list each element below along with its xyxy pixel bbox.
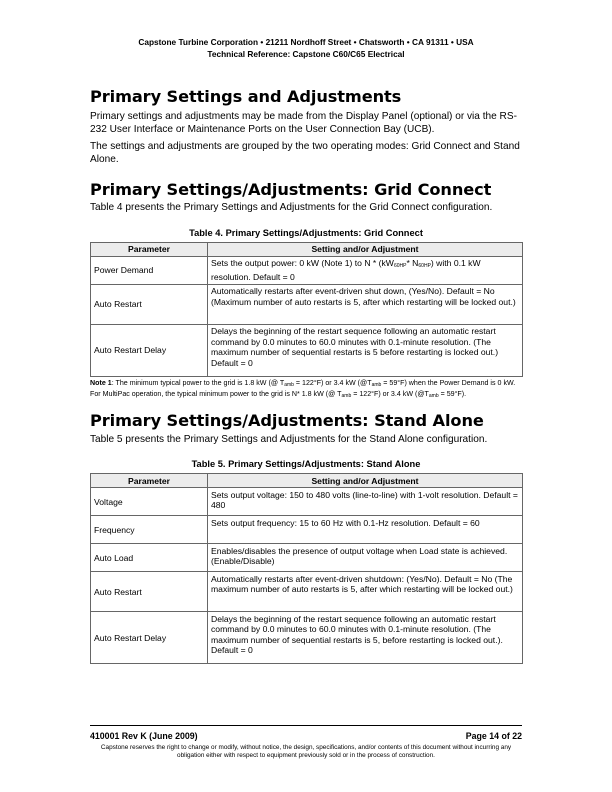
footer-disclaimer: Capstone reserves the right to change or modify, without notice, the design, specifications, and/or contents of this document without incurring any obligation either with respect to equipment previously sold or in the process of construction.: [100, 744, 512, 760]
note-text: : The minimum typical power to the grid is 1.8 kW (@ T: [111, 378, 285, 387]
header-reference-line: Technical Reference: Capstone C60/C65 Electrical: [207, 48, 405, 59]
stand-alone-intro: Table 5 presents the Primary Settings and Adjustments for the Stand Alone configuration.: [90, 433, 488, 445]
subscript: amb: [284, 381, 294, 388]
setting-cell: Enables/disables the presence of output voltage when Load state is achieved. (Enable/Disable): [208, 544, 523, 572]
intro-paragraph-1: Primary settings and adjustments may be made from the Display Panel (optional) or via the RS-232 User Interface or Maintenance Ports on the User Connection Bay (UCB).: [90, 111, 517, 135]
note-text: = 122°F) or 3.4 kW (@T: [293, 378, 372, 387]
page-footer: [90, 725, 522, 761]
table4-grid-connect: [90, 242, 523, 377]
table4-note: [90, 379, 522, 401]
table-row: [91, 256, 523, 284]
note-text: = 122°F) or 3.4 kW (@T: [351, 389, 429, 398]
table5-stand-alone: [90, 473, 523, 664]
column-header-parameter: Parameter: [91, 242, 208, 256]
subscript: amb: [341, 392, 352, 399]
setting-text: * N: [406, 258, 419, 268]
setting-cell: Sets output voltage: 150 to 480 volts (line-to-line) with 1-volt resolution. Default = 480: [208, 488, 523, 516]
page-number: Page 14 of 22: [465, 731, 522, 741]
setting-text: Sets the output power: 0 kW (Note 1) to N * (kW: [211, 258, 394, 268]
document-id: 410001 Rev K (June 2009): [90, 731, 198, 741]
table-header-row: [91, 242, 523, 256]
param-cell: Auto Load: [91, 544, 208, 572]
setting-text: ) with 0.1 kW resolution. Default = 0: [211, 258, 481, 282]
table-row: [91, 544, 523, 572]
setting-cell: Sets output frequency: 15 to 60 Hz with 0.1-Hz resolution. Default = 60: [208, 516, 523, 544]
column-header-setting: Setting and/or Adjustment: [208, 474, 523, 488]
note-text: = 59°F).: [438, 389, 467, 398]
setting-cell: Automatically restarts after event-driven shut down, (Yes/No). Default = No (Maximum number of auto restarts is 5, after which restarting will be locked out.): [208, 284, 523, 324]
page-content: [90, 87, 522, 664]
param-cell: Auto Restart: [91, 572, 208, 612]
param-cell: Power Demand: [91, 256, 208, 284]
table-row: [91, 612, 523, 664]
param-cell: Voltage: [91, 488, 208, 516]
table-row: [91, 284, 523, 324]
table4-caption: Table 4. Primary Settings/Adjustments: Grid Connect: [189, 227, 423, 238]
intro-paragraph-2: The settings and adjustments are grouped by the two operating modes: Grid Connect and Stand Alone.: [90, 141, 520, 165]
page-header: [0, 37, 612, 60]
setting-cell: Delays the beginning of the restart sequence following an automatic restart command by 0.0 minutes to 60.0 minutes with 0.1-minute resolution. (The maximum number of sequential restarts is 5 before restarting is locked out.) Default = 0: [208, 324, 523, 376]
table-row: [91, 516, 523, 544]
param-cell: Frequency: [91, 516, 208, 544]
table-row: [91, 324, 523, 376]
setting-cell: Automatically restarts after event-driven shutdown: (Yes/No). Default = No (The maximum number of auto restarts is 5, after which restarting will be locked out.): [208, 572, 523, 612]
grid-connect-intro: Table 4 presents the Primary Settings and Adjustments for the Grid Connect configuration.: [90, 202, 493, 213]
subscript: amb: [428, 392, 439, 399]
setting-cell: Delays the beginning of the restart sequence following an automatic restart command by 0.0 minutes to 60.0 minutes with 0.1-minute resolution. (The maximum number of sequential restarts is 5, before restarting is locked out.). Default = 0: [208, 612, 523, 664]
param-cell: Auto Restart Delay: [91, 612, 208, 664]
column-header-setting: Setting and/or Adjustment: [208, 242, 523, 256]
table5-caption: Table 5. Primary Settings/Adjustments: Stand Alone: [191, 459, 421, 470]
header-company-line: Capstone Turbine Corporation • 21211 Nordhoff Street • Chatsworth • CA 91311 • USA: [138, 37, 474, 47]
subscript: 60HP: [418, 263, 431, 269]
column-header-parameter: Parameter: [91, 474, 208, 488]
table-header-row: [91, 474, 523, 488]
note-text: = 59°F) when the Power Demand is 0 kW. For MultiPac operation, the typical minimum power to the grid is N* 1.8 kW (@ T: [90, 378, 516, 398]
param-cell: Auto Restart Delay: [91, 324, 208, 376]
subscript: amb: [371, 381, 382, 388]
note-label: Note 1: [90, 378, 112, 387]
param-cell: Auto Restart: [91, 284, 208, 324]
table-row: [91, 488, 523, 516]
footer-row: [90, 725, 522, 741]
table-row: [91, 572, 523, 612]
setting-cell: [208, 256, 523, 284]
section-title-stand-alone: Primary Settings/Adjustments: Stand Alone: [90, 410, 484, 430]
section-title-primary-settings: Primary Settings and Adjustments: [90, 87, 402, 106]
section-title-grid-connect: Primary Settings/Adjustments: Grid Connect: [90, 180, 492, 199]
subscript: 60HP: [393, 263, 407, 269]
